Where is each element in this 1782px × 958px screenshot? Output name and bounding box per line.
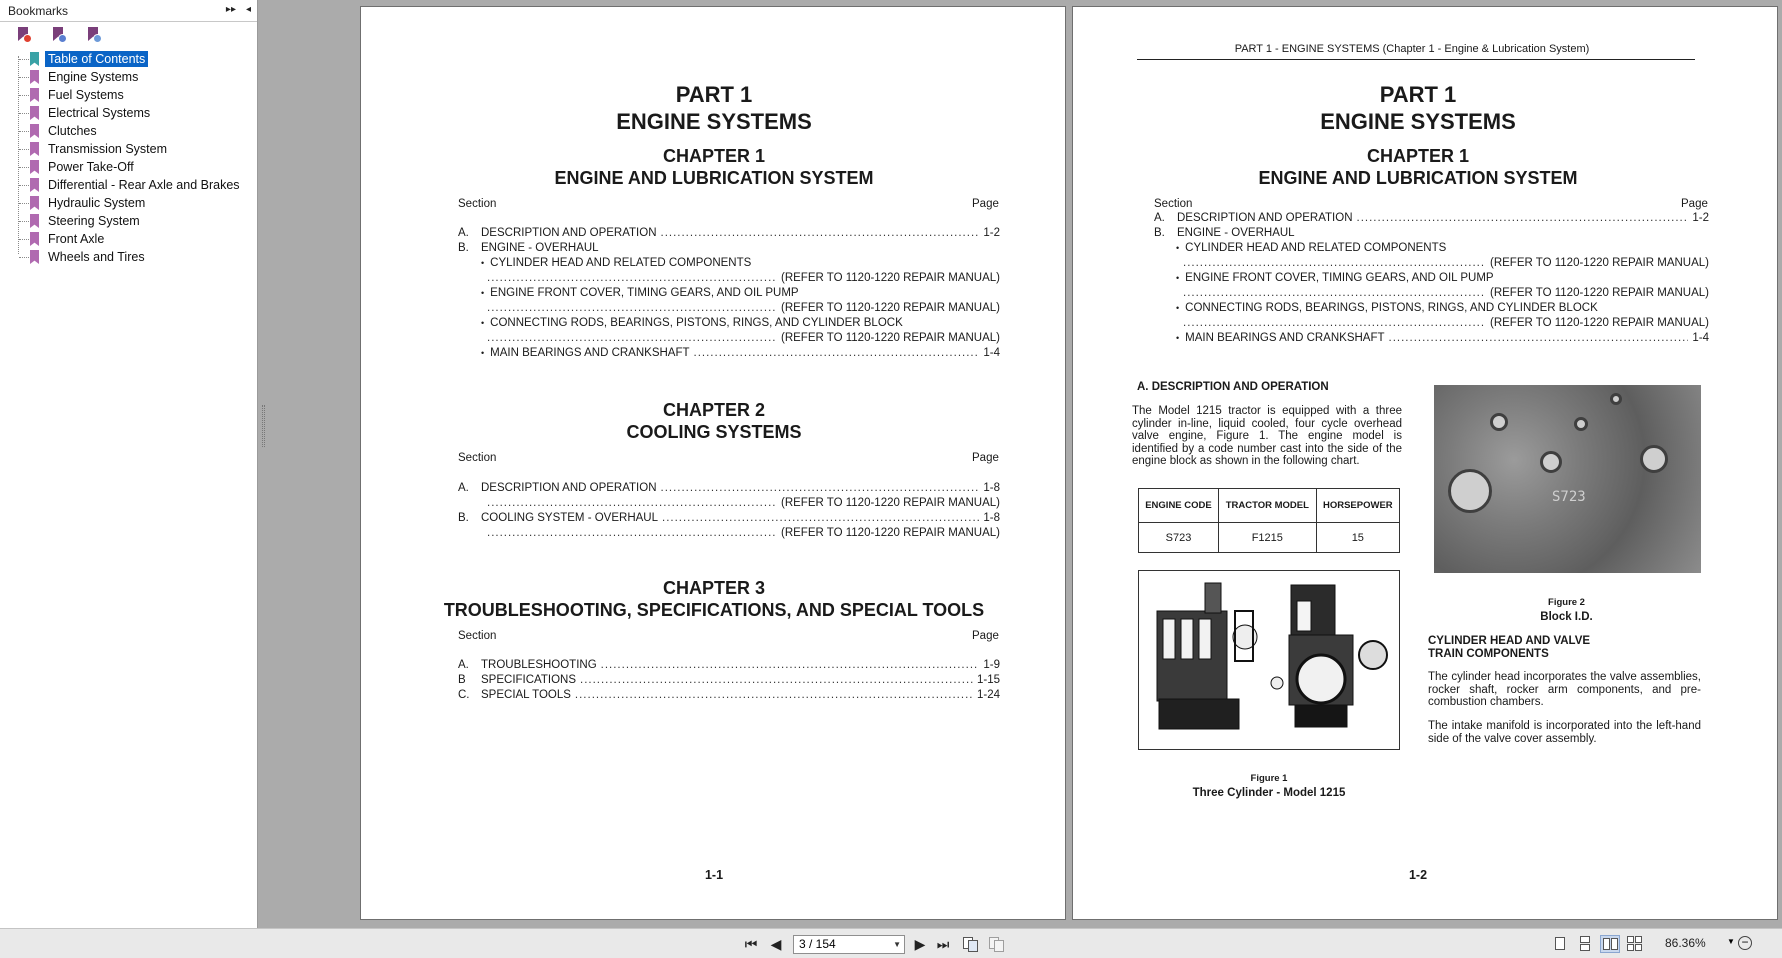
bookmark-label: Fuel Systems — [48, 88, 124, 102]
facing-view-icon[interactable] — [1600, 935, 1620, 953]
toc-row: B SPECIFICATIONS ..... 1-15 — [458, 673, 1000, 688]
zoom-level[interactable]: 86.36% — [1665, 936, 1706, 950]
first-page-icon[interactable]: ⏮ — [744, 936, 758, 952]
document-page-1-1 — [360, 6, 1066, 920]
section-a-heading: A. DESCRIPTION AND OPERATION — [1137, 381, 1329, 393]
page-label: Page — [972, 198, 999, 210]
toc-row: B. ENGINE - OVERHAUL — [1154, 227, 1295, 239]
figure-1-engine-drawing — [1138, 570, 1400, 750]
toc-row: A. DESCRIPTION AND OPERATION ..... 1-2 — [458, 226, 1000, 241]
continuous-facing-view-icon[interactable] — [1625, 935, 1645, 953]
bookmark-front-axle[interactable] — [0, 230, 257, 248]
chapter-1-heading: CHAPTER 1 — [1366, 146, 1469, 166]
toc-sub-row: • ENGINE FRONT COVER, TIMING GEARS, AND OIL PUMP — [481, 286, 1000, 301]
bookmark-differential[interactable] — [0, 176, 257, 194]
table-cell: S723 — [1139, 523, 1219, 553]
previous-page-icon[interactable]: ◀ — [770, 936, 782, 952]
part-title: ENGINE SYSTEMS — [1320, 109, 1516, 134]
bookmark-icon — [30, 142, 39, 156]
bookmark-steering-system[interactable] — [0, 212, 257, 230]
bookmark-engine-systems[interactable] — [0, 68, 257, 86]
table-header: HORSEPOWER — [1316, 489, 1399, 523]
page-number: 1-1 — [704, 868, 724, 882]
toc-row: C. SPECIAL TOOLS ..... 1-24 — [458, 688, 1000, 703]
zoom-out-icon[interactable]: − — [1738, 936, 1752, 950]
chapter-3-title: TROUBLESHOOTING, SPECIFICATIONS, AND SPECIAL TOOLS — [443, 600, 985, 620]
section-label: Section — [458, 452, 497, 464]
table-cell: F1215 — [1218, 523, 1316, 553]
panel-options-icon[interactable]: ▸▸ — [225, 4, 236, 15]
running-head-rule — [1137, 59, 1695, 60]
figure-2-block-photo — [1434, 385, 1701, 573]
bookmark-icon — [30, 250, 39, 264]
toc-sub-row: • ENGINE FRONT COVER, TIMING GEARS, AND OIL PUMP — [1176, 271, 1709, 286]
bookmarks-panel-header — [0, 0, 257, 22]
previous-view-icon[interactable] — [960, 935, 980, 953]
new-bookmark-icon[interactable] — [14, 26, 32, 44]
find-bookmark-icon[interactable] — [84, 26, 102, 44]
single-page-view-icon[interactable] — [1550, 935, 1570, 953]
engine-cutaway-illustration — [1139, 571, 1401, 751]
last-page-icon[interactable]: ⏭ — [936, 936, 950, 952]
figure-1-caption: Figure 1 — [1250, 773, 1288, 784]
bookmarks-toolbar — [0, 22, 257, 48]
table-cell: 15 — [1316, 523, 1399, 553]
figure-1-title: Three Cylinder - Model 1215 — [1192, 787, 1346, 799]
bookmark-label: Table of Contents — [45, 51, 148, 67]
toc-refer-row: ..... (REFER TO 1120-1220 REPAIR MANUAL) — [487, 331, 1000, 346]
toc-refer-row: ..... (REFER TO 1120-1220 REPAIR MANUAL) — [1183, 286, 1709, 301]
table-header: ENGINE CODE — [1139, 489, 1219, 523]
page-number-value: 3 / 154 — [799, 937, 836, 951]
bookmarks-panel — [0, 0, 258, 928]
expand-bookmark-icon[interactable] — [49, 26, 67, 44]
next-page-icon[interactable]: ▶ — [914, 936, 926, 952]
toc-refer-row: ..... (REFER TO 1120-1220 REPAIR MANUAL) — [487, 526, 1000, 541]
bookmark-label: Steering System — [48, 214, 140, 228]
bookmark-table-of-contents[interactable] — [0, 50, 257, 68]
part-title: ENGINE SYSTEMS — [616, 109, 812, 134]
toc-row: B. ENGINE - OVERHAUL — [458, 242, 599, 254]
running-head: PART 1 - ENGINE SYSTEMS (Chapter 1 - Engine & Lubrication System) — [1234, 43, 1590, 55]
bookmark-icon — [30, 196, 39, 210]
chapter-1-title: ENGINE AND LUBRICATION SYSTEM — [1258, 168, 1578, 188]
toc-sub-row: • MAIN BEARINGS AND CRANKSHAFT ..... 1-4 — [1176, 331, 1709, 346]
page-number: 1-2 — [1408, 868, 1428, 882]
navigation-toolbar — [0, 928, 1782, 958]
toc-row: A. DESCRIPTION AND OPERATION ..... 1-8 — [458, 481, 1000, 496]
toc-refer-row: ..... (REFER TO 1120-1220 REPAIR MANUAL) — [487, 271, 1000, 286]
section-label: Section — [1154, 198, 1193, 210]
bookmark-label: Transmission System — [48, 142, 168, 156]
chapter-1-heading: CHAPTER 1 — [662, 146, 765, 166]
engine-code-table — [1138, 488, 1400, 553]
bookmark-label: Wheels and Tires — [48, 250, 145, 264]
table-header: TRACTOR MODEL — [1218, 489, 1316, 523]
bookmark-hydraulic-system[interactable] — [0, 194, 257, 212]
bookmark-tree — [0, 48, 257, 266]
bookmark-icon — [30, 232, 39, 246]
toc-sub-row: • CONNECTING RODS, BEARINGS, PISTONS, RINGS, AND CYLINDER BLOCK — [481, 316, 1000, 331]
toc-sub-row: • CONNECTING RODS, BEARINGS, PISTONS, RINGS, AND CYLINDER BLOCK — [1176, 301, 1709, 316]
chapter-2-title: COOLING SYSTEMS — [626, 422, 802, 442]
cylinder-head-heading-line2: TRAIN COMPONENTS — [1428, 648, 1549, 660]
bookmark-transmission-system[interactable] — [0, 140, 257, 158]
bookmark-wheels-and-tires[interactable] — [0, 248, 257, 266]
bookmark-icon — [30, 106, 39, 120]
next-view-icon[interactable] — [986, 935, 1006, 953]
chapter-1-title: ENGINE AND LUBRICATION SYSTEM — [554, 168, 874, 188]
part-heading: PART 1 — [675, 82, 753, 107]
bookmark-label: Electrical Systems — [48, 106, 151, 120]
panel-splitter[interactable] — [262, 405, 265, 447]
section-label: Section — [458, 198, 497, 210]
toc-row: A. TROUBLESHOOTING ..... 1-9 — [458, 658, 1000, 673]
bookmark-icon — [30, 214, 39, 228]
toc-row: A. DESCRIPTION AND OPERATION ..... 1-2 — [1154, 211, 1709, 226]
toc-refer-row: ..... (REFER TO 1120-1220 REPAIR MANUAL) — [1183, 256, 1709, 271]
toc-refer-row: ..... (REFER TO 1120-1220 REPAIR MANUAL) — [487, 496, 1000, 511]
toc-refer-row: ..... (REFER TO 1120-1220 REPAIR MANUAL) — [487, 301, 1000, 316]
chapter-2-heading: CHAPTER 2 — [662, 400, 765, 420]
bookmark-icon — [30, 70, 39, 84]
bookmark-electrical-systems[interactable] — [0, 104, 257, 122]
toc-sub-row: • CYLINDER HEAD AND RELATED COMPONENTS — [1176, 241, 1709, 256]
toc-sub-row: • CYLINDER HEAD AND RELATED COMPONENTS — [481, 256, 1000, 271]
bookmark-label: Engine Systems — [48, 70, 139, 84]
section-label: Section — [458, 630, 497, 642]
zoom-dropdown-icon[interactable]: ▼ — [1727, 937, 1735, 946]
part-heading: PART 1 — [1379, 82, 1457, 107]
bookmark-icon — [30, 178, 39, 192]
continuous-view-icon[interactable] — [1575, 935, 1595, 953]
bookmark-power-take-off[interactable] — [0, 158, 257, 176]
page-label: Page — [972, 630, 999, 642]
cylinder-head-paragraph-1: The cylinder head incorporates the valve assemblies, rocker shaft, rocker arm components, and pre-combustion chambers. — [1428, 671, 1701, 708]
bookmark-label: Power Take-Off — [48, 160, 134, 174]
bookmark-label: Hydraulic System — [48, 196, 146, 210]
cylinder-head-paragraph-2: The intake manifold is incorporated into the left-hand side of the valve cover assembly. — [1428, 720, 1701, 745]
bookmark-icon — [30, 52, 39, 66]
bookmark-label: Differential - Rear Axle and Brakes — [48, 178, 240, 192]
engine-code-stamp: S723 — [1552, 489, 1586, 505]
bookmark-icon — [30, 124, 39, 138]
toc-sub-row: • MAIN BEARINGS AND CRANKSHAFT ..... 1-4 — [481, 346, 1000, 361]
bookmark-label: Clutches — [48, 124, 97, 138]
bookmarks-panel-title: Bookmarks — [8, 3, 69, 18]
panel-collapse-icon[interactable]: ◂ — [245, 4, 251, 15]
page-number-input[interactable] — [793, 935, 905, 954]
section-a-paragraph: The Model 1215 tractor is equipped with a three cylinder in-line, liquid cooled, four cycle overhead valve engine, Figure 1. The engine model is identified by a code number cast into the side of the engine block as shown in the following chart. — [1132, 405, 1402, 467]
chevron-down-icon[interactable]: ▼ — [893, 940, 901, 949]
chapter-3-heading: CHAPTER 3 — [662, 578, 765, 598]
bookmark-fuel-systems[interactable] — [0, 86, 257, 104]
page-label: Page — [1681, 198, 1708, 210]
toc-row: B. COOLING SYSTEM - OVERHAUL ..... 1-8 — [458, 511, 1000, 526]
bookmark-label: Front Axle — [48, 232, 105, 246]
bookmark-clutches[interactable] — [0, 122, 257, 140]
bookmark-icon — [30, 160, 39, 174]
page-label: Page — [972, 452, 999, 464]
toc-refer-row: ..... (REFER TO 1120-1220 REPAIR MANUAL) — [1183, 316, 1709, 331]
document-page-1-2 — [1072, 6, 1778, 920]
figure-2-title: Block I.D. — [1540, 611, 1593, 623]
bookmark-icon — [30, 88, 39, 102]
cylinder-head-heading-line1: CYLINDER HEAD AND VALVE — [1428, 635, 1591, 647]
figure-2-caption: Figure 2 — [1548, 597, 1585, 608]
